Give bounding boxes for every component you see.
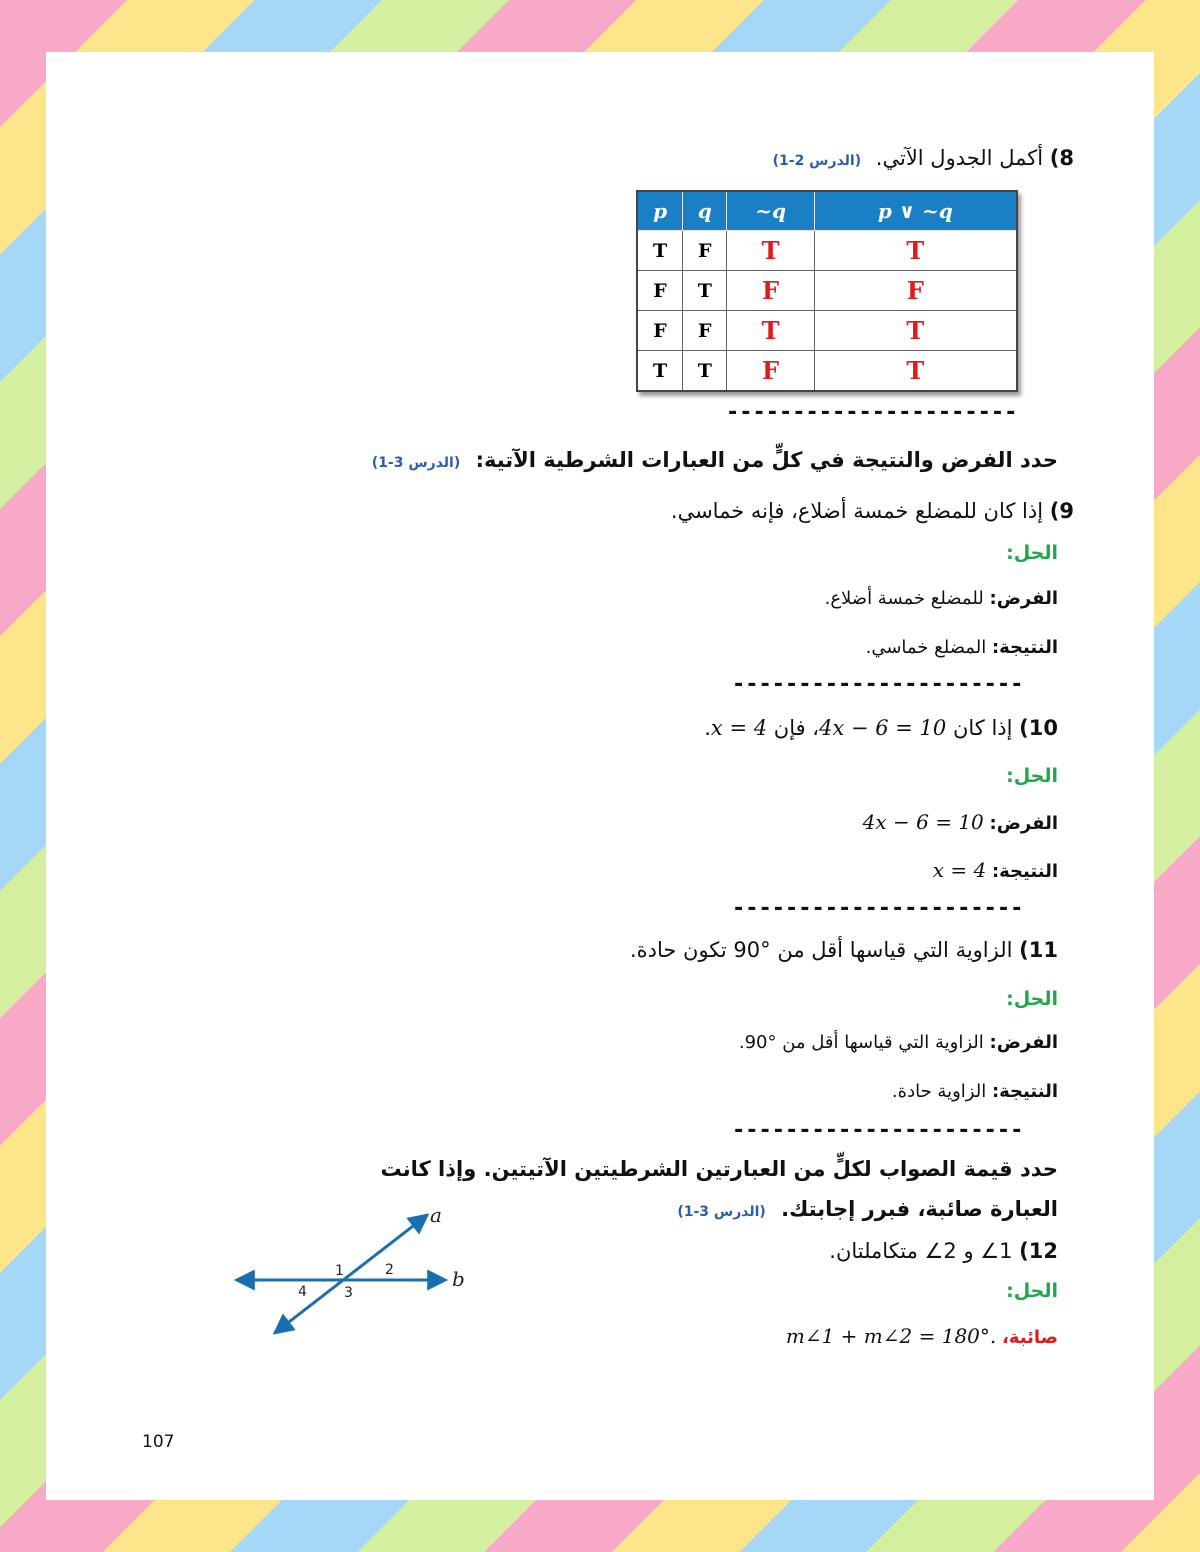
q9-text: إذا كان للمضلع خمسة أضلاع، فإنه خماسي. (670, 499, 1044, 523)
conc-label: النتيجة: (991, 637, 1058, 658)
hyp-label: الفرض: (989, 813, 1058, 834)
q10-prompt: 10) إذا كان 4x − 6 = 10، فإن x = 4. (704, 716, 1058, 740)
q9-conclusion (866, 637, 1058, 658)
q11-number: 11) (1019, 938, 1058, 962)
table-row (637, 351, 1017, 392)
cell: F (683, 231, 727, 271)
section1-ref: (الدرس 3-1) (371, 455, 461, 471)
q11-solution-label: الحل: (1006, 988, 1058, 1010)
hyp-text: للمضلع خمسة أضلاع. (824, 588, 984, 609)
q10-text-mid: ، فإن (773, 716, 820, 740)
answer-cell: F (814, 271, 1017, 311)
cell: T (637, 231, 683, 271)
divider: ---------------------- (732, 672, 1024, 697)
q12-solution-label: الحل: (1006, 1280, 1058, 1302)
q9-number: 9) (1049, 499, 1074, 523)
conc-equation: x = 4 (932, 858, 987, 882)
q10-equation-2: x = 4 (710, 716, 768, 740)
header-p: p (637, 191, 683, 231)
answer-label: صائبة، (1001, 1327, 1058, 1348)
page-number: 107 (142, 1432, 175, 1452)
angle-3-label: 3 (344, 1285, 353, 1301)
q10-number: 10) (1019, 716, 1058, 740)
divider: ---------------------- (732, 1118, 1024, 1143)
cell: T (683, 351, 727, 392)
section1-heading-text: حدد الفرض والنتيجة في كلٍّ من العبارات الشرطية الآتية: (475, 448, 1058, 472)
section2-heading-line1: حدد قيمة الصواب لكلٍّ من العبارتين الشرطيتين الآتيتين. وإذا كانت (380, 1157, 1058, 1181)
q8-number: 8) (1049, 146, 1074, 170)
divider: ---------------------- (726, 400, 1018, 425)
angle-2-label: 2 (385, 1262, 394, 1278)
table-row (637, 231, 1017, 271)
q11-prompt (630, 938, 1058, 962)
q10-hypothesis (863, 810, 1058, 834)
cell: F (683, 311, 727, 351)
answer-cell: F (727, 271, 814, 311)
q10-conclusion (933, 858, 1058, 882)
answer-cell: T (727, 311, 814, 351)
cell: T (683, 271, 727, 311)
cell: F (637, 271, 683, 311)
q9-solution-label: الحل: (1006, 542, 1058, 564)
conc-text: المضلع خماسي. (865, 637, 987, 658)
q10-solution-label: الحل: (1006, 765, 1058, 787)
q10-equation-1: 4x − 6 = 10 (819, 716, 947, 740)
q9-hypothesis (825, 588, 1058, 609)
intersecting-lines-figure (226, 1200, 486, 1340)
q12-text: 1∠ و 2∠ متكاملتان. (829, 1239, 1013, 1263)
q10-text-prefix: إذا كان (952, 716, 1013, 740)
q8-prompt (773, 146, 1074, 170)
worksheet-page (46, 52, 1154, 1500)
answer-equation: m∠1 + m∠2 = 180°. (785, 1324, 997, 1348)
q12-prompt (829, 1239, 1058, 1263)
truth-table (636, 190, 1018, 392)
conc-text: الزاوية حادة. (891, 1081, 987, 1102)
q12-number: 12) (1019, 1239, 1058, 1263)
hyp-label: الفرض: (989, 588, 1058, 609)
answer-cell: T (814, 311, 1017, 351)
answer-cell: T (814, 351, 1017, 392)
truth-table-header (637, 191, 1017, 231)
conc-label: النتيجة: (991, 861, 1058, 882)
q8-text: أكمل الجدول الآتي. (875, 146, 1044, 170)
q8-ref: (الدرس 2-1) (772, 153, 862, 169)
q11-conclusion (892, 1081, 1058, 1102)
header-not-q: ~q (727, 191, 814, 231)
angle-1-label: 1 (335, 1263, 344, 1279)
answer-cell: F (727, 351, 814, 392)
header-q: q (683, 191, 727, 231)
cell: T (637, 351, 683, 392)
answer-cell: T (814, 231, 1017, 271)
q11-text: الزاوية التي قياسها أقل من °90 تكون حادة. (629, 938, 1013, 962)
conc-label: النتيجة: (991, 1081, 1058, 1102)
line-b-label: b (452, 1267, 465, 1291)
hyp-label: الفرض: (989, 1032, 1058, 1053)
q12-answer (786, 1324, 1058, 1348)
table-row (637, 271, 1017, 311)
cell: F (637, 311, 683, 351)
hyp-text: الزاوية التي قياسها أقل من °90. (738, 1032, 984, 1053)
table-row (637, 311, 1017, 351)
answer-cell: T (727, 231, 814, 271)
q9-prompt (671, 499, 1074, 523)
divider: ---------------------- (732, 896, 1024, 921)
section2-heading-line2 (677, 1197, 1058, 1221)
section2-ref: (الدرس 3-1) (677, 1204, 766, 1220)
line-a-label: a (430, 1203, 442, 1227)
header-p-or-not-q: p ∨ ~q (814, 191, 1017, 231)
section1-heading (372, 448, 1058, 472)
angle-4-label: 4 (298, 1284, 307, 1300)
line-a (276, 1216, 426, 1332)
hyp-equation: 4x − 6 = 10 (862, 810, 984, 834)
q11-hypothesis (739, 1032, 1058, 1053)
section2-heading-text: العبارة صائبة، فبرر إجابتك. (781, 1197, 1058, 1221)
